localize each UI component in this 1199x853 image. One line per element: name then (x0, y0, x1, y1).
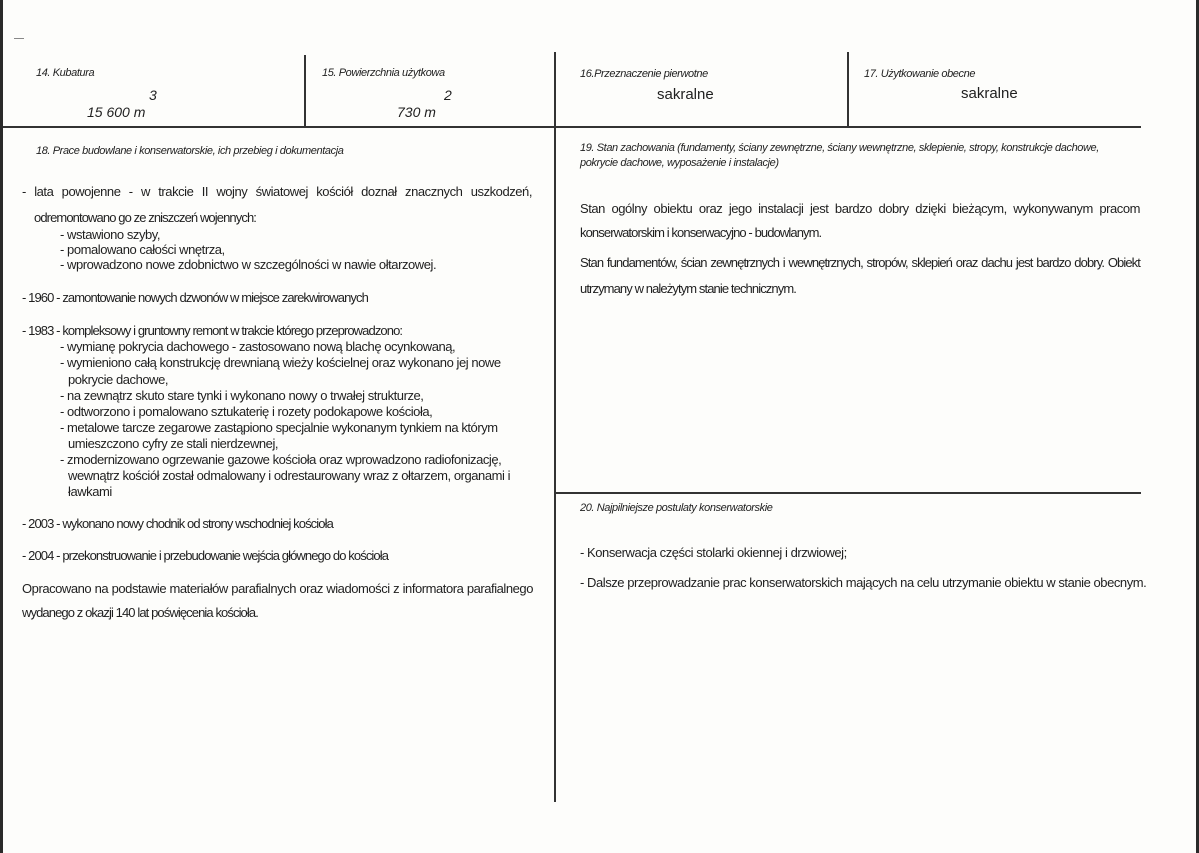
s19-line: Stan ogólny obiektu oraz jego instalacji jest bardzo dobry dzięki bieżącym, wykonywanym pracom (580, 201, 1140, 216)
s18-line: - lata powojenne - w trakcie II wojny światowej kościół doznał znacznych uszkodzeń, (22, 184, 532, 199)
s20-item: - Konserwacja części stolarki okiennej i drzwiowej; (580, 545, 847, 560)
s19-line: konserwatorskim i konserwacyjno - budowlanym. (580, 225, 822, 240)
s18-line: - wstawiono szyby, (60, 227, 161, 242)
s18-line: pokrycie dachowe, (68, 372, 169, 387)
s18-line: Opracowano na podstawie materiałów parafialnych oraz wiadomości z informatora parafialnego (22, 581, 533, 596)
s19-line: Stan fundamentów, ścian zewnętrznych i wewnętrznych, stropów, sklepień oraz dachu jest bardzo dobry. Obiekt (580, 255, 1140, 270)
field-14-label: 14. Kubatura (36, 67, 95, 79)
section-19-label-cont: pokrycie dachowe, wyposażenie i instalacje) (580, 157, 779, 169)
s18-line: - 1960 - zamontowanie nowych dzwonów w miejsce zarekwirowanych (22, 290, 368, 305)
field-15-value: 730 m (397, 104, 436, 120)
s18-line: - pomalowano całości wnętrza, (60, 242, 225, 257)
section-18-label: 18. Prace budowlane i konserwatorskie, ich przebieg i dokumentacja (36, 145, 344, 157)
s18-line: wewnątrz kościół został odmalowany i odrestaurowany wraz z ołtarzem, organami i (68, 468, 511, 483)
divider-h-1 (3, 126, 1141, 128)
divider-h-2 (555, 492, 1141, 494)
s18-line: ławkami (68, 484, 112, 499)
divider-v-3 (847, 52, 849, 127)
corner-mark (14, 38, 24, 39)
s18-line: - 2003 - wykonano nowy chodnik od strony wschodniej kościoła (22, 516, 333, 531)
divider-v-1 (304, 55, 306, 127)
s18-line: - wymieniono całą konstrukcję drewnianą wieży kościelnej oraz wykonano jej nowe (60, 355, 501, 370)
field-16-label: 16.Przeznaczenie pierwotne (580, 68, 708, 80)
field-15-exponent: 2 (444, 87, 452, 103)
field-17-value: sakralne (961, 85, 1018, 102)
s20-item: - Dalsze przeprowadzanie prac konserwatorskich mających na celu utrzymanie obiektu w stanie obecnym. (580, 575, 1147, 590)
field-15-label: 15. Powierzchnia użytkowa (322, 67, 445, 79)
s18-line: umieszczono cyfry ze stali nierdzewnej, (68, 436, 279, 451)
s19-line: utrzymany w należytym stanie technicznym. (580, 281, 796, 296)
s18-line: - na zewnątrz skuto stare tynki i wykonano nowy o trwałej strukturze, (60, 388, 424, 403)
s18-line: - wprowadzono nowe zdobnictwo w szczególności w nawie ołtarzowej. (60, 257, 437, 272)
s18-line: - zmodernizowano ogrzewanie gazowe kościoła oraz wprowadzono radiofonizację, (60, 452, 502, 467)
s18-line: - wymianę pokrycia dachowego - zastosowano nową blachę ocynkowaną, (60, 339, 456, 354)
s18-line: - 2004 - przekonstruowanie i przebudowanie wejścia głównego do kościoła (22, 548, 389, 563)
field-14-value: 15 600 m (87, 104, 146, 120)
divider-v-2 (554, 52, 556, 802)
s18-line: - odtworzono i pomalowano sztukaterię i rozety podokapowe kościoła, (60, 404, 433, 419)
s18-line: wydanego z okazji 140 lat poświęcenia kościoła. (22, 605, 258, 620)
s18-line: - metalowe tarcze zegarowe zastąpiono specjalnie wykonanym tynkiem na którym (60, 420, 498, 435)
field-14-exponent: 3 (149, 87, 157, 103)
s18-line: odremontowano go ze zniszczeń wojennych: (34, 210, 256, 225)
field-17-label: 17. Użytkowanie obecne (864, 68, 976, 80)
section-20-label: 20. Najpilniejsze postulaty konserwatorskie (580, 502, 773, 514)
s18-line: - 1983 - kompleksowy i gruntowny remont w trakcie którego przeprowadzono: (22, 323, 403, 338)
field-16-value: sakralne (657, 86, 714, 103)
section-19-label: 19. Stan zachowania (fundamenty, ściany zewnętrzne, ściany wewnętrzne, sklepienie, stropy, konstrukcje dachowe, (580, 142, 1099, 154)
